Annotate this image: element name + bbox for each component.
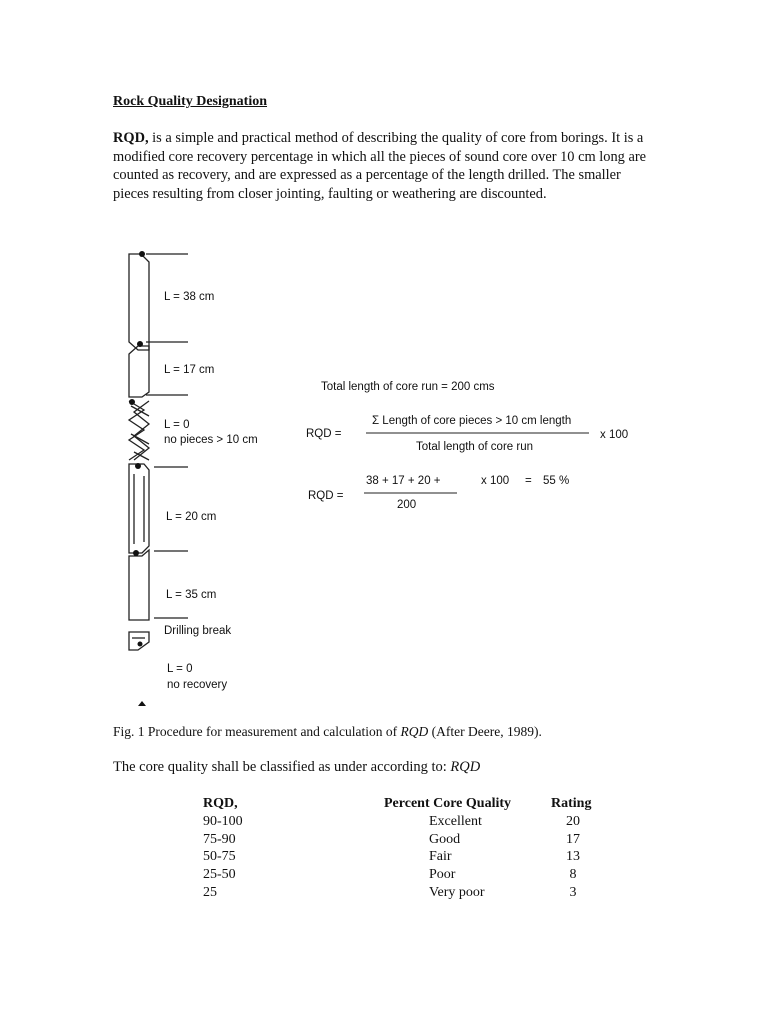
label-l0-bottom: L = 0 <box>167 663 193 675</box>
classify-term: RQD <box>450 759 481 775</box>
joint-marker <box>138 642 143 647</box>
rating-value: 20 <box>566 813 580 829</box>
header-rqd: RQD, <box>203 796 238 811</box>
intro-text: is a simple and practical method of describing the quality of core from borings. It is a modified core recovery percentage in which all the pieces of sound core over 10 cm long are counted as recovery, and are expressed as a percentage of the length drilled. The smaller pieces resulting from closer jointing, faulting or weathering are discounted. <box>113 130 647 203</box>
caption-suffix: (After Deere, 1989). <box>428 724 542 739</box>
quality-value: Fair <box>429 849 452 865</box>
rqd-value: 25-50 <box>203 867 236 883</box>
calc-lhs: RQD = <box>308 490 344 502</box>
label-l35: L = 35 cm <box>166 589 217 601</box>
joint-marker <box>139 251 145 257</box>
calc-result: 55 % <box>543 475 570 487</box>
quality-value: Very poor <box>429 884 485 900</box>
label-l38: L = 38 cm <box>164 291 215 303</box>
rqd-value: 50-75 <box>203 849 236 865</box>
quality-value: Poor <box>429 867 456 883</box>
calc-denominator: 200 <box>397 499 417 511</box>
rqd-term: RQD, <box>113 130 149 146</box>
page-heading: Rock Quality Designation <box>113 94 268 109</box>
label-no-pieces: no pieces > 10 cm <box>164 434 258 446</box>
label-l17: L = 17 cm <box>164 364 215 376</box>
caption-term: RQD <box>400 724 429 739</box>
formula-lhs: RQD = <box>306 428 342 440</box>
formula-multiplier: x 100 <box>600 429 629 441</box>
calc-numerator: 38 + 17 + 20 + <box>366 475 441 487</box>
total-run-text: Total length of core run = 200 cms <box>321 381 495 393</box>
core-piece-4 <box>129 550 149 620</box>
classification-text <box>113 759 480 776</box>
label-no-recovery: no recovery <box>167 679 228 691</box>
label-drilling-break: Drilling break <box>164 625 232 637</box>
caption-prefix: Fig. 1 Procedure for measurement and calculation of <box>113 724 401 739</box>
formula-denominator: Total length of core run <box>416 441 533 453</box>
formula-numerator: Σ Length of core pieces > 10 cm length <box>372 415 572 427</box>
quality-value: Good <box>429 831 461 847</box>
label-l0: L = 0 <box>164 419 190 431</box>
joint-marker <box>137 341 143 347</box>
figure-caption <box>113 724 542 740</box>
classify-text: The core quality shall be classified as under according to: <box>113 759 451 775</box>
joint-marker <box>133 550 139 556</box>
core-fragment <box>129 632 149 650</box>
rating-value: 13 <box>566 849 580 865</box>
rqd-value: 75-90 <box>203 831 236 847</box>
header-quality: Percent Core Quality <box>384 796 512 811</box>
joint-marker <box>129 399 135 405</box>
header-rating: Rating <box>551 796 592 811</box>
calc-equals: = <box>525 475 532 487</box>
rating-value: 3 <box>569 884 577 900</box>
core-piece-3 <box>129 464 149 553</box>
rqd-value: 25 <box>203 884 217 900</box>
rqd-value: 90-100 <box>203 813 243 829</box>
quality-value: Excellent <box>429 813 482 829</box>
core-piece-3-inner <box>134 474 144 544</box>
core-piece-2 <box>129 346 149 397</box>
intro-paragraph <box>113 129 658 204</box>
rating-value: 8 <box>569 867 577 883</box>
rating-value: 17 <box>566 831 580 847</box>
core-piece-1 <box>129 254 149 350</box>
rqd-figure <box>110 244 630 714</box>
label-l20: L = 20 cm <box>166 511 217 523</box>
calc-multiplier: x 100 <box>481 475 510 487</box>
joint-marker <box>135 463 141 469</box>
rqd-formula <box>306 381 628 511</box>
arrow-marker <box>138 701 146 706</box>
